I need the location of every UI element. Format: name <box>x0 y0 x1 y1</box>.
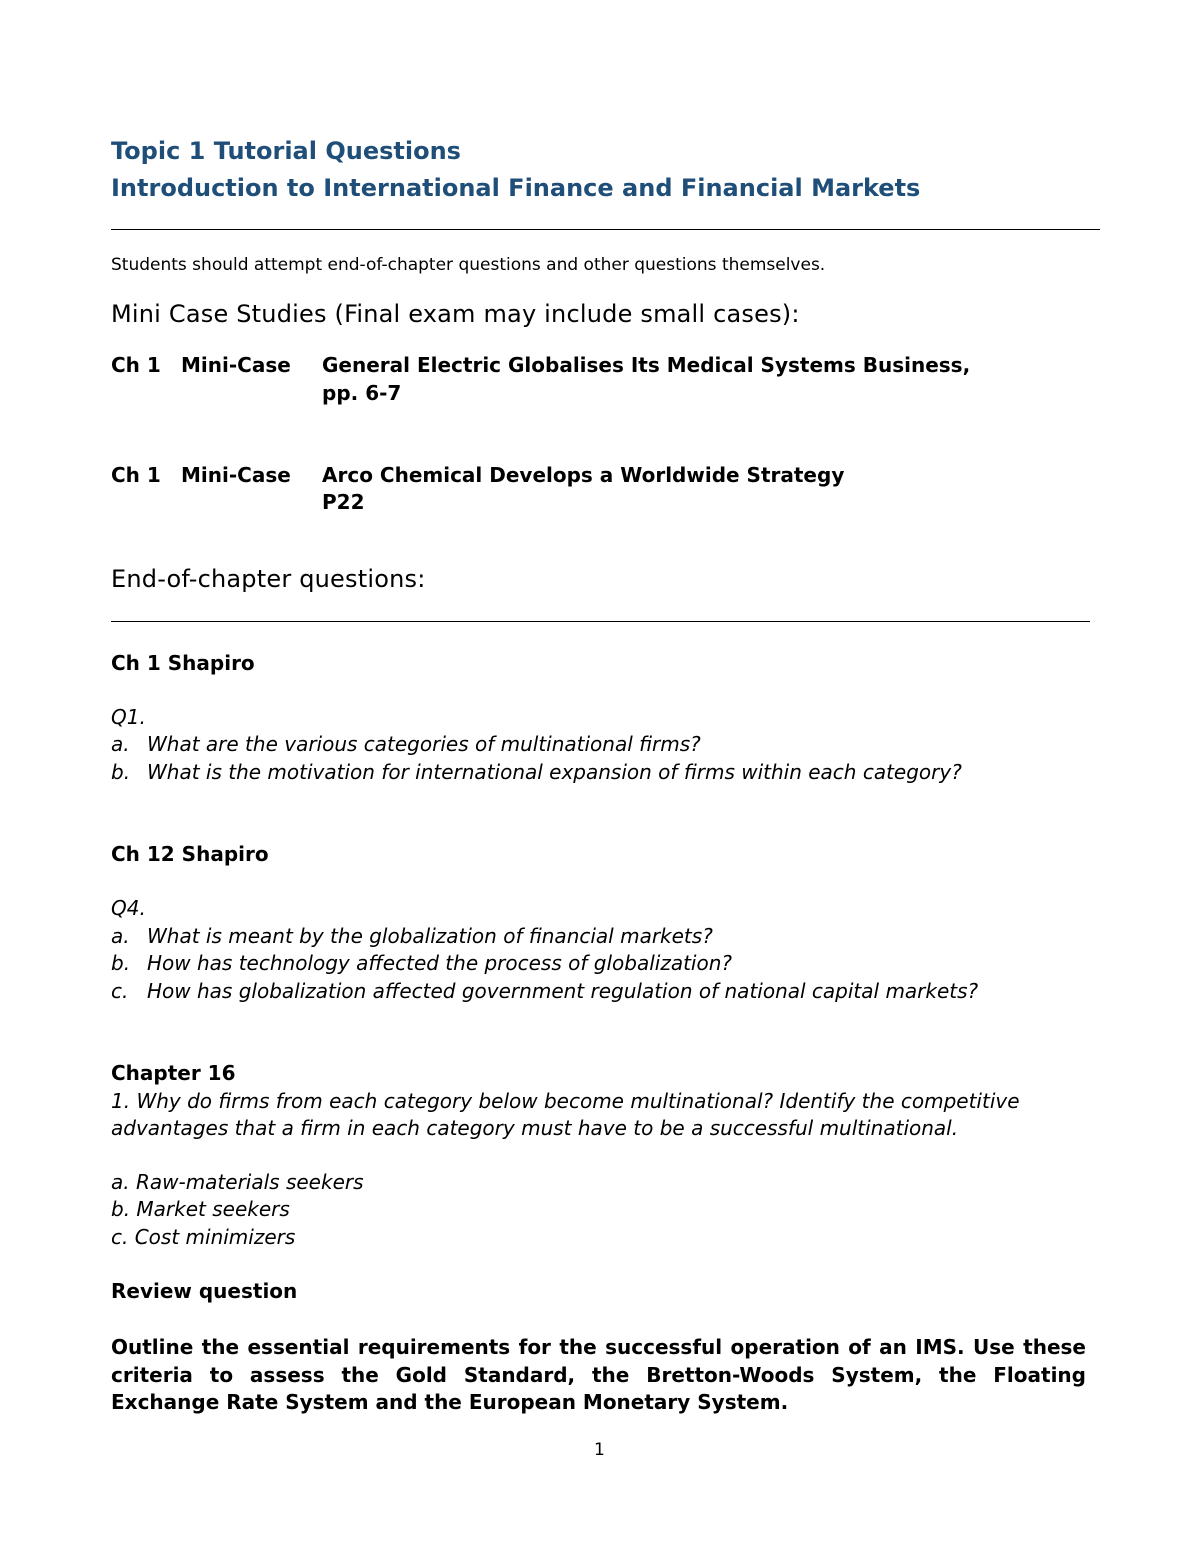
section-ch12-title: Ch 12 Shapiro <box>111 842 269 866</box>
question-part <box>111 979 978 1003</box>
part-label: a. <box>111 732 130 756</box>
eoc-heading: End-of-chapter questions: <box>111 565 426 593</box>
section-ch12-qnum: Q4. <box>111 896 146 920</box>
chapter16-option-a: a. Raw-materials seekers <box>111 1170 364 1194</box>
mini-case-heading: Mini Case Studies (Final exam may include small cases): <box>111 300 800 328</box>
page-subtitle: Introduction to International Finance and Financial Markets <box>111 174 921 202</box>
part-text: What is meant by the globalization of financial markets? <box>147 924 713 948</box>
part-text: How has technology affected the process of globalization? <box>147 951 732 975</box>
mini-case-1-chapter: Ch 1 <box>111 353 161 377</box>
chapter16-title: Chapter 16 <box>111 1061 236 1085</box>
question-part <box>111 951 732 975</box>
chapter16-question: 1. Why do firms from each category below become multinational? Identify the competitive advantages that a firm in each category must have to be a successful multinational. <box>111 1089 1020 1140</box>
mini-case-2-chapter: Ch 1 <box>111 463 161 487</box>
part-label: c. <box>111 979 129 1003</box>
part-label: b. <box>111 760 131 784</box>
review-text: Outline the essential requirements for the successful operation of an IMS. Use these criteria to assess the Gold Standard, the Bretton-Woods System, the Floating Exchange Rate System and the European Monetary System. <box>111 1335 1086 1414</box>
intro-text: Students should attempt end-of-chapter questions and other questions themselves. <box>111 255 826 275</box>
header-divider <box>111 229 1100 230</box>
part-text: What is the motivation for international expansion of firms within each category? <box>147 760 962 784</box>
part-label: a. <box>111 924 130 948</box>
question-part <box>111 760 962 784</box>
part-label: b. <box>111 951 131 975</box>
section-ch1-title: Ch 1 Shapiro <box>111 651 255 675</box>
eoc-divider <box>111 621 1090 622</box>
page-title: Topic 1 Tutorial Questions <box>111 137 461 165</box>
chapter16-option-c: c. Cost minimizers <box>111 1225 296 1249</box>
mini-case-2-type: Mini-Case <box>181 463 291 487</box>
chapter16-option-b: b. Market seekers <box>111 1197 290 1221</box>
part-text: What are the various categories of multinational firms? <box>147 732 701 756</box>
mini-case-1-type: Mini-Case <box>181 353 291 377</box>
review-title: Review question <box>111 1279 298 1303</box>
section-ch1-qnum: Q1. <box>111 705 146 729</box>
page-number: 1 <box>594 1440 605 1460</box>
mini-case-1-title: General Electric Globalises Its Medical Systems Business, <box>322 353 971 377</box>
mini-case-1-pages: pp. 6-7 <box>322 381 402 405</box>
question-part <box>111 924 713 948</box>
mini-case-2-pages: P22 <box>322 490 365 514</box>
question-part <box>111 732 701 756</box>
mini-case-2-title: Arco Chemical Develops a Worldwide Strategy <box>322 463 845 487</box>
part-text: How has globalization affected government regulation of national capital markets? <box>147 979 979 1003</box>
